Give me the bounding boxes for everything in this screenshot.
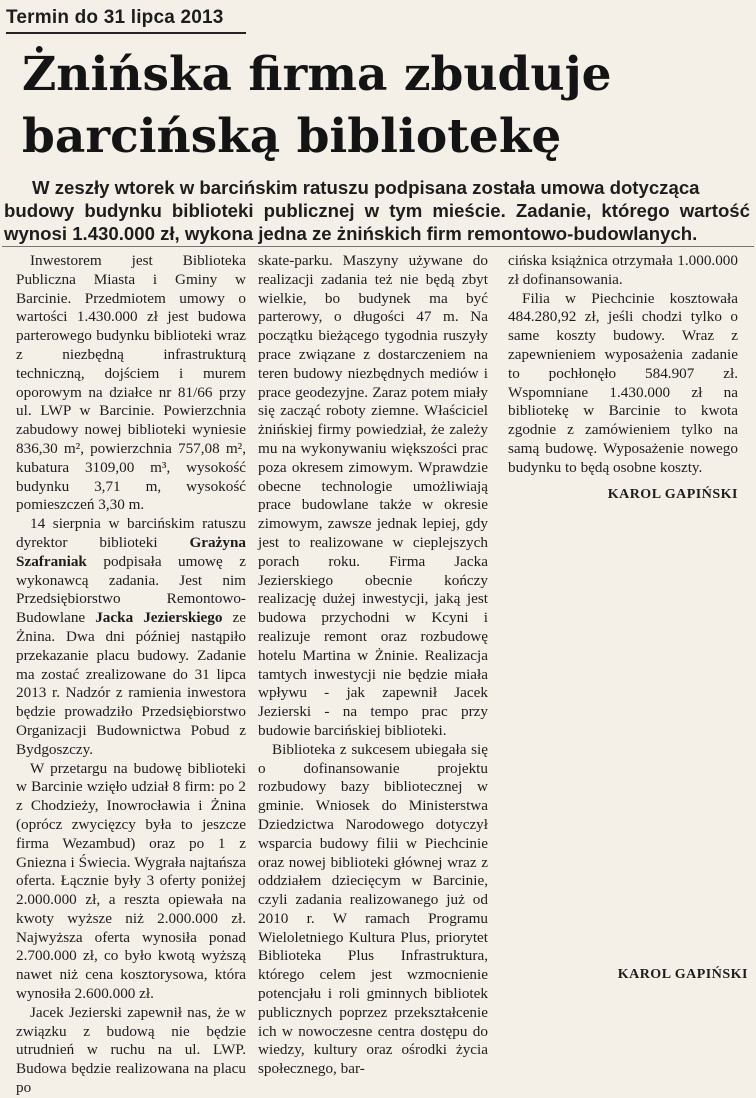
article-headline bbox=[22, 44, 752, 168]
col3-paragraph-1: cińska książnica otrzymała 1.000.000 zł dofinansowania. bbox=[508, 252, 738, 288]
col1-paragraph-1: Inwestorem jest Biblioteka Publiczna Miasta i Gminy w Barcinie. Przedmiotem umowy o wartości 1.430.000 zł jest budowa parterowego budynku biblioteki wraz z niezbędną infrastrukturą techniczną, dojściem i murem oporowym na działce nr 81/66 przy ul. LWP w Barcinie. Powierzchnia zabudowy nowej biblioteki wyniesie 836,30 m², powierzchnia 757,08 m², kubatura 3109,00 m³, wysokość budynku 3,71 m, wysokość pomieszczeń 3,30 m. bbox=[16, 252, 246, 514]
col3-paragraph-2: Filia w Piechcinie kosztowała 484.280,92 zł, jeśli chodzi tylko o same koszty budowy. Wraz z zapewnieniem wyposażenia zadanie to pochłonęło 584.907 zł. Wspomniane 1.430.000 zł na bibliotekę w Barcinie to kwota zgodnie z zamówieniem tylko na samą budowę. Wyposażenie nowego budynku to będą osobne koszty. bbox=[508, 289, 738, 476]
column-3 bbox=[508, 252, 738, 504]
column-1 bbox=[16, 252, 246, 1098]
lead-line-1: W zeszły wtorek w barcińskim ratuszu podpisana została umowa dotycząca bbox=[32, 177, 700, 198]
headline-line-1: Żnińska firma zbuduje bbox=[22, 47, 612, 102]
author-signature-bottom: KAROL GAPIŃSKI bbox=[617, 967, 748, 982]
article-kicker: Termin do 31 lipca 2013 bbox=[6, 6, 246, 34]
column-2 bbox=[258, 252, 488, 1079]
contractor-name: Jacka Jezierskiego bbox=[95, 609, 223, 627]
col1-paragraph-3: W przetargu na budowę biblioteki w Barcinie wzięło udział 8 firm: po 2 z Chodzieży, Inowrocławia i Żnina (oprócz zwycięzcy była to jeszcze firma Wezambud) oraz po 1 z Gniezna i Świecia. Wygrała najtańsza oferta. Łącznie były 3 oferty poniżej 2.000.000 zł, a reszta opiewała na kwoty wyższe niż 2.000.000 zł. Najwyższa oferta wynosiła ponad 2.700.000 zł, co było kwotą wyższą nawet niż cena kosztorysowa, która wynosiła 2.600.000 zł. bbox=[16, 759, 246, 1003]
col1-paragraph-4: Jacek Jezierski zapewnił nas, że w związku z budową nie będzie utrudnień w ruchu na ul. LWP. Budowa będzie realizowana na placu po bbox=[16, 1003, 246, 1097]
headline-line-2: barcińską bibliotekę bbox=[22, 109, 562, 164]
col1-p2-text-c: ze Żnina. Dwa dni później nastąpiło przekazanie placu budowy. Zadanie ma zostać zrealizowane do 31 lipca 2013 r. Nadzór z ramienia inwestora będzie prowadziło Przedsiębiorstwo Organizacji Budownictwa Pobud z Bydgoszczy. bbox=[16, 609, 246, 758]
author-signature: KAROL GAPIŃSKI bbox=[607, 486, 738, 502]
director-name: Grażyna Szafraniak bbox=[16, 533, 246, 570]
lead-divider bbox=[2, 246, 754, 247]
col2-paragraph-1: skate-parku. Maszyny używane do realizacji zadania też nie będą zbyt wielkie, bo budynek ma być parterowy, o długości 47 m. Na początku bieżącego tygodnia ruszyły prace związane z dostarczeniem na teren budowy niezbędnych mediów i prace geodezyjne. Zaraz potem miały się zacząć roboty ziemne. Właściciel żnińskiej firmy powiedział, że zależy mu na wykonywaniu większości prac poza okresem zimowym. Wprawdzie obecne technologie umożliwiają prace budowlane także w okresie zimowym, zawsze jednak lepiej, gdy jest to realizowane w cieplejszych porach roku. Firma Jacka Jezierskiego obecnie kończy realizację dużej inwestycji, jaką jest budowa przychodni w Kcyni i realizuje remont oraz rozbudowę hotelu Martina w Żninie. Realizacja tamtych inwestycji nie będzie miała wpływu - jak zapewnił Jacek Jezierski - na tempo prac przy budowie barcińskiej biblioteki. bbox=[258, 252, 488, 739]
col1-p2-text-a: 14 sierpnia w barcińskim ratuszu dyrektor biblioteki bbox=[16, 515, 246, 551]
col1-paragraph-2 bbox=[16, 515, 246, 759]
col1-p2-text-b: podpisała umowę z wykonawcą zadania. Jest nim Przedsiębiorstwo Remontowo-Budowlane bbox=[16, 552, 246, 627]
lead-rest: budowy budynku biblioteki publicznej w tym mieście. Zadanie, którego wartość wynosi 1.430.000 zł, wykona jedna ze żnińskich firm remontowo-budowlanych. bbox=[4, 200, 750, 244]
article-lead bbox=[4, 176, 750, 245]
col2-paragraph-2: Biblioteka z sukcesem ubiegała się o dofinansowanie projektu rozbudowy bazy bibliotecznej w gminie. Wniosek do Ministerstwa Dziedzictwa Narodowego dotyczył wsparcia budowy filii w Piechcinie oraz nowej biblioteki głównej wraz z oddziałem dziecięcym w Barcinie, czyli zadania realizowanego już od 2010 r. W ramach Programu Wieloletniego Kultura Plus, priorytet Biblioteka Plus Infrastruktura, którego celem jest wzmocnienie potencjału i roli gminnych bibliotek publicznych poprzez przekształcenie ich w nowoczesne centra dostępu do wiedzy, kultury oraz ośrodki życia społecznego, bar- bbox=[258, 740, 488, 1078]
